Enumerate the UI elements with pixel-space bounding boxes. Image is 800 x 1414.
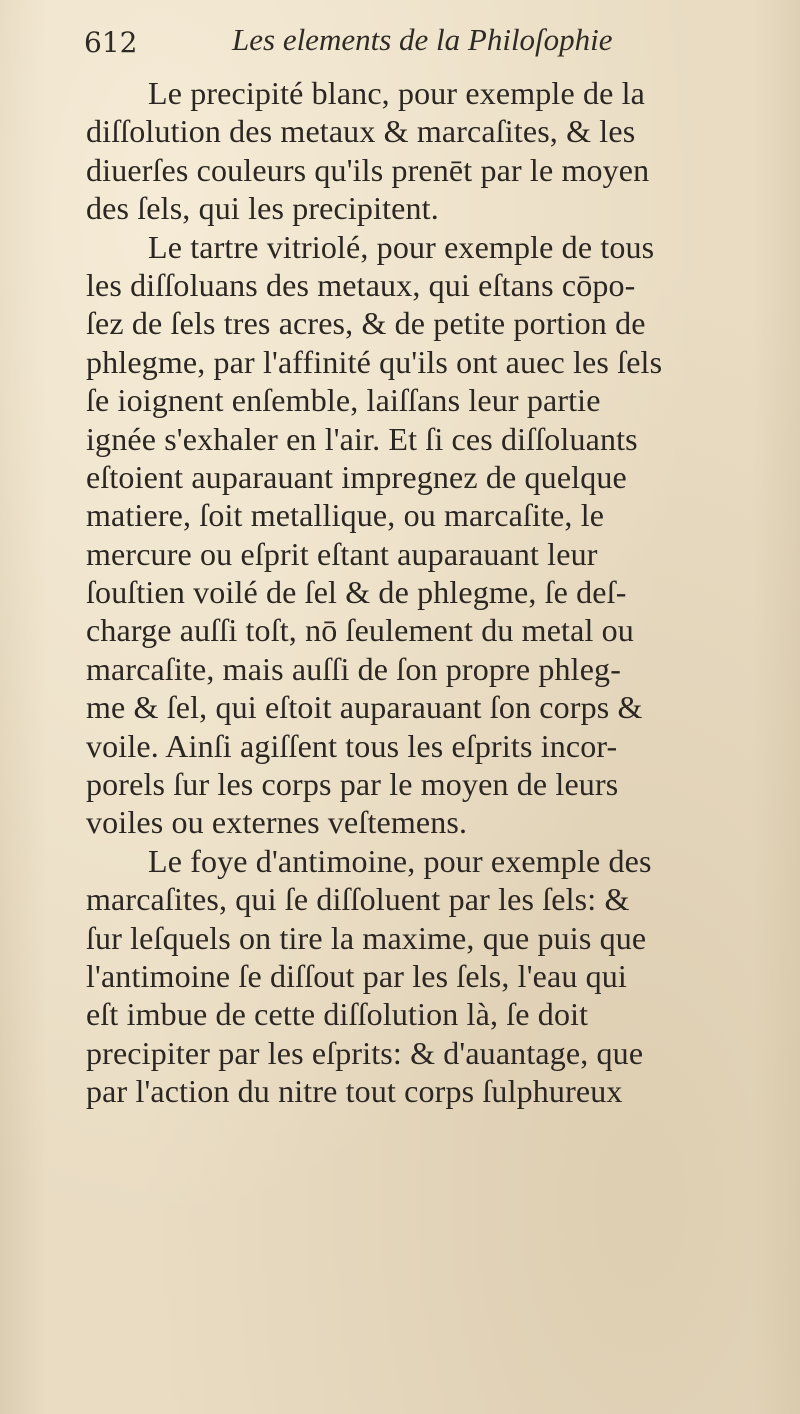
text-line: mercure ou eſprit eſtant auparauant leur: [86, 535, 598, 572]
text-line: Le foye d'antimoine, pour exemple des: [148, 842, 652, 879]
text-line: porels ſur les corps par le moyen de leurs: [86, 766, 619, 803]
body-text: [86, 74, 776, 1111]
text-line: me & ſel, qui eſtoit auparauant ſon corps &: [86, 689, 643, 726]
text-line: marcaſite, mais auſſi de ſon propre phleg-: [86, 650, 622, 687]
text-line: ſouſtien voilé de ſel & de phlegme, ſe deſ-: [86, 574, 627, 611]
text-line: l'antimoine ſe diſſout par les ſels, l'eau qui: [86, 957, 627, 994]
text-line: precipiter par les eſprits: & d'auantage, que: [86, 1034, 644, 1071]
page-number: 612: [84, 26, 138, 59]
text-line: diſſolution des metaux & marcaſites, & les: [86, 113, 636, 150]
text-line: ſe ioignent enſemble, laiſſans leur partie: [86, 382, 601, 419]
text-line: des ſels, qui les precipitent.: [86, 190, 439, 227]
text-line: les diſſoluans des metaux, qui eſtans cōpo-: [86, 266, 636, 303]
text-line: ſez de ſels tres acres, & de petite portion de: [86, 305, 646, 342]
text-line: matiere, ſoit metallique, ou marcaſite, le: [86, 497, 605, 534]
text-line: voile. Ainſi agiſſent tous les eſprits incor-: [86, 727, 618, 764]
text-line: phlegme, par l'affinité qu'ils ont auec les ſels: [86, 343, 663, 380]
text-line: par l'action du nitre tout corps ſulphureux: [86, 1073, 623, 1110]
text-line: voiles ou externes veſtemens.: [86, 804, 468, 841]
text-line: eſtoient auparauant impregnez de quelque: [86, 458, 627, 495]
running-title: Les elements de la Philoſophie: [232, 22, 613, 57]
running-head: [84, 20, 764, 60]
text-line: ſur leſquels on tire la maxime, que puis que: [86, 919, 647, 956]
text-line: charge auſſi toſt, nō ſeulement du metal ou: [86, 612, 634, 649]
text-line: Le tartre vitriolé, pour exemple de tous: [148, 228, 655, 265]
text-line: Le precipité blanc, pour exemple de la: [148, 75, 646, 111]
text-line: marcaſites, qui ſe diſſoluent par les ſels: &: [86, 881, 630, 918]
text-line: eſt imbue de cette diſſolution là, ſe doit: [86, 996, 589, 1033]
text-line: diuerſes couleurs qu'ils prenēt par le moyen: [86, 151, 650, 188]
text-line: ignée s'exhaler en l'air. Et ſi ces diſſoluants: [86, 420, 638, 457]
